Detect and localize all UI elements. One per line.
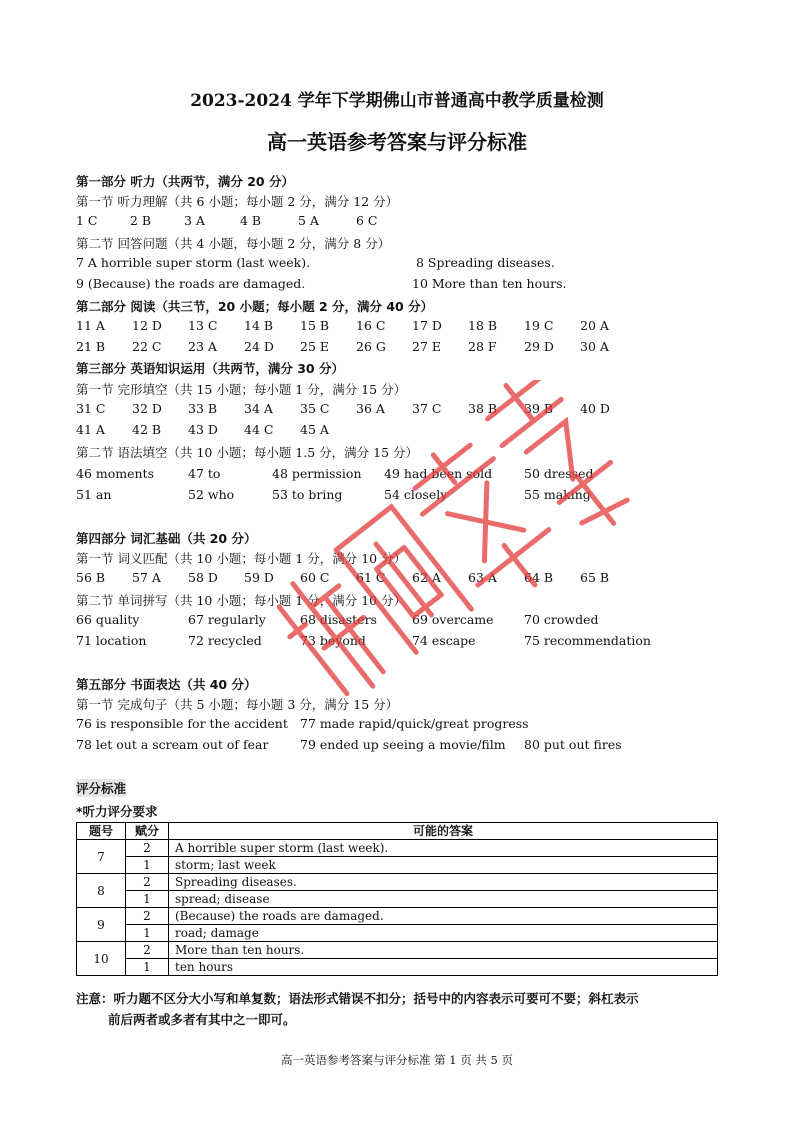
answer-text-cell: road; damage (169, 925, 718, 942)
table-row (77, 891, 718, 908)
score-cell: 1 (126, 857, 169, 874)
answer-cell: 12 D (132, 318, 162, 333)
answer-key-title: 高一英语参考答案与评分标准 (267, 130, 527, 154)
answer-text-cell: A horrible super storm (last week). (169, 840, 718, 857)
answer-cell: 40 D (580, 401, 610, 416)
answer-cell: 42 B (132, 422, 162, 437)
table-header-row (77, 823, 718, 840)
answer-cell: 74 escape (412, 633, 476, 648)
answer-cell: 33 B (188, 401, 218, 416)
answer-cell: 38 B (468, 401, 498, 416)
answer-cell: 25 E (300, 339, 330, 354)
answer-cell: 59 D (244, 570, 274, 585)
answer-cell: 1 C (76, 213, 98, 228)
answer-cell: 7 A horrible super storm (last week). (76, 255, 311, 270)
answer-cell: 第二节 语法填空（共 10 小题；每小题 1.5 分，满分 15 分） (76, 445, 419, 460)
answer-cell: 14 B (244, 318, 274, 333)
answer-cell: 71 location (76, 633, 147, 648)
answer-cell: 80 put out fires (524, 737, 622, 752)
question-number-cell: 7 (77, 840, 126, 874)
answer-cell: 41 A (76, 422, 105, 437)
answer-cell: 53 to bring (272, 487, 343, 502)
answer-cell: 10 More than ten hours. (412, 276, 567, 291)
answer-cell: 48 permission (272, 466, 362, 481)
answer-cell: 34 A (244, 401, 273, 416)
answer-cell: 3 A (184, 213, 205, 228)
answer-cell: 16 C (356, 318, 386, 333)
answer-cell: 20 A (580, 318, 609, 333)
answer-cell: 63 A (468, 570, 497, 585)
answer-text-cell: Spreading diseases. (169, 874, 718, 891)
answer-cell: 45 A (300, 422, 329, 437)
answer-cell: 29 D (524, 339, 554, 354)
answer-cell: 49 had been sold (384, 466, 493, 481)
answer-cell: 75 recommendation (524, 633, 651, 648)
answer-cell: 44 C (244, 422, 274, 437)
answer-cell: 17 D (412, 318, 442, 333)
question-number-cell: 8 (77, 874, 126, 908)
grading-note (76, 988, 726, 1030)
answer-cell: 第一节 完成句子（共 5 小题；每小题 3 分，满分 15 分） (76, 697, 399, 712)
answer-cell: *听力评分要求 (76, 804, 158, 819)
answer-cell: 62 A (412, 570, 441, 585)
table-row (77, 959, 718, 976)
answer-cell: 51 an (76, 487, 112, 502)
answer-cell: 9 (Because) the roads are damaged. (76, 276, 306, 291)
table-row (77, 840, 718, 857)
answer-cell: 55 making (524, 487, 591, 502)
watermark-stamp (220, 380, 640, 700)
answer-text-cell: spread; disease (169, 891, 718, 908)
answer-cell: 36 A (356, 401, 385, 416)
answer-cell: 58 D (188, 570, 218, 585)
answer-cell: 31 C (76, 401, 106, 416)
answer-cell: 第四部分 词汇基础（共 20 分） (76, 531, 257, 546)
answer-cell: 72 recycled (188, 633, 262, 648)
answer-cell: 21 B (76, 339, 106, 354)
answer-cell: 18 B (468, 318, 498, 333)
answer-cell: 11 A (76, 318, 105, 333)
answer-cell: 65 B (580, 570, 610, 585)
answer-cell: 79 ended up seeing a movie/film (300, 737, 506, 752)
listening-grading-table (76, 822, 718, 976)
answer-cell: 24 D (244, 339, 274, 354)
answer-cell: 13 C (188, 318, 218, 333)
answer-cell: 27 E (412, 339, 442, 354)
answer-cell: 评分标准 (76, 781, 127, 796)
answer-text-cell: storm; last week (169, 857, 718, 874)
answer-cell: 第二节 单词拼写（共 10 小题；每小题 1 分，满分 10 分） (76, 593, 407, 608)
answer-cell: 6 C (356, 213, 378, 228)
score-cell: 2 (126, 942, 169, 959)
table-row (77, 857, 718, 874)
answer-cell: 57 A (132, 570, 161, 585)
table-row (77, 908, 718, 925)
score-cell: 2 (126, 840, 169, 857)
answer-cell: 28 F (468, 339, 497, 354)
answer-cell: 60 C (300, 570, 330, 585)
answer-cell: 32 D (132, 401, 162, 416)
answer-cell: 4 B (240, 213, 262, 228)
answer-cell: 73 beyond (300, 633, 366, 648)
answer-cell: 2 B (130, 213, 152, 228)
answer-cell: 56 B (76, 570, 106, 585)
answer-cell: 64 B (524, 570, 554, 585)
answer-cell: 50 dressed (524, 466, 594, 481)
question-number-cell: 10 (77, 942, 126, 976)
answer-cell: 15 B (300, 318, 330, 333)
answer-cell: 61 C (356, 570, 386, 585)
answer-cell: 78 let out a scream out of fear (76, 737, 269, 752)
answer-cell: 第二部分 阅读（共三节，20 小题；每小题 2 分，满分 40 分） (76, 299, 434, 314)
answer-cell: 39 B (524, 401, 554, 416)
answer-cell: 68 disasters (300, 612, 377, 627)
table-body (77, 840, 718, 976)
note-line-2: 前后两者或多者有其中之一即可。 (108, 1012, 296, 1027)
answer-cell: 第一节 完形填空（共 15 小题；每小题 1 分，满分 15 分） (76, 382, 407, 397)
answer-cell: 22 C (132, 339, 162, 354)
answer-cell: 5 A (298, 213, 319, 228)
question-number-cell: 9 (77, 908, 126, 942)
answer-cell: 第一节 词义匹配（共 10 小题；每小题 1 分，满分 10 分） (76, 551, 407, 566)
answer-cell: 47 to (188, 466, 221, 481)
answer-cell: 77 made rapid/quick/great progress (300, 716, 529, 731)
page-footer: 高一英语参考答案与评分标准 第 1 页 共 5 页 (280, 1053, 514, 1067)
exam-title: 2023-2024 学年下学期佛山市普通高中教学质量检测 (190, 91, 604, 111)
answer-cell: 30 A (580, 339, 609, 354)
table-row (77, 874, 718, 891)
answer-cell: 54 closely (384, 487, 448, 502)
answer-text-cell: More than ten hours. (169, 942, 718, 959)
answer-text-cell: (Because) the roads are damaged. (169, 908, 718, 925)
answer-text-cell: ten hours (169, 959, 718, 976)
table-row (77, 925, 718, 942)
answer-cell: 23 A (188, 339, 217, 354)
answer-cell: 69 overcame (412, 612, 494, 627)
answer-cell: 第五部分 书面表达（共 40 分） (76, 677, 257, 692)
answer-cell: 66 quality (76, 612, 140, 627)
answer-cell: 第一节 听力理解（共 6 小题；每小题 2 分，满分 12 分） (76, 194, 399, 209)
score-cell: 1 (126, 959, 169, 976)
column-header-answer: 可能的答案 (169, 823, 718, 840)
answer-cell: 第二节 回答问题（共 4 小题，每小题 2 分，满分 8 分） (76, 236, 391, 251)
column-header-score: 赋分 (126, 823, 169, 840)
answer-cell: 76 is responsible for the accident (76, 716, 288, 731)
score-cell: 2 (126, 874, 169, 891)
score-cell: 1 (126, 925, 169, 942)
answer-cell: 19 C (524, 318, 554, 333)
score-cell: 2 (126, 908, 169, 925)
answer-cell: 26 G (356, 339, 386, 354)
column-header-number: 题号 (77, 823, 126, 840)
answer-cell: 35 C (300, 401, 330, 416)
answer-cell: 67 regularly (188, 612, 266, 627)
note-line-1: 注意：听力题不区分大小写和单复数；语法形式错误不扣分；括号中的内容表示可要可不要；斜杠表示 (76, 991, 639, 1006)
score-cell: 1 (126, 891, 169, 908)
answer-cell: 第一部分 听力（共两节，满分 20 分） (76, 174, 294, 189)
answer-cell: 70 crowded (524, 612, 599, 627)
answer-cell: 8 Spreading diseases. (416, 255, 555, 270)
answer-cell: 46 moments (76, 466, 154, 481)
answer-cell: 43 D (188, 422, 218, 437)
answer-cell: 52 who (188, 487, 235, 502)
answer-cell: 37 C (412, 401, 442, 416)
table-row (77, 942, 718, 959)
answer-cell: 第三部分 英语知识运用（共两节，满分 30 分） (76, 361, 344, 376)
